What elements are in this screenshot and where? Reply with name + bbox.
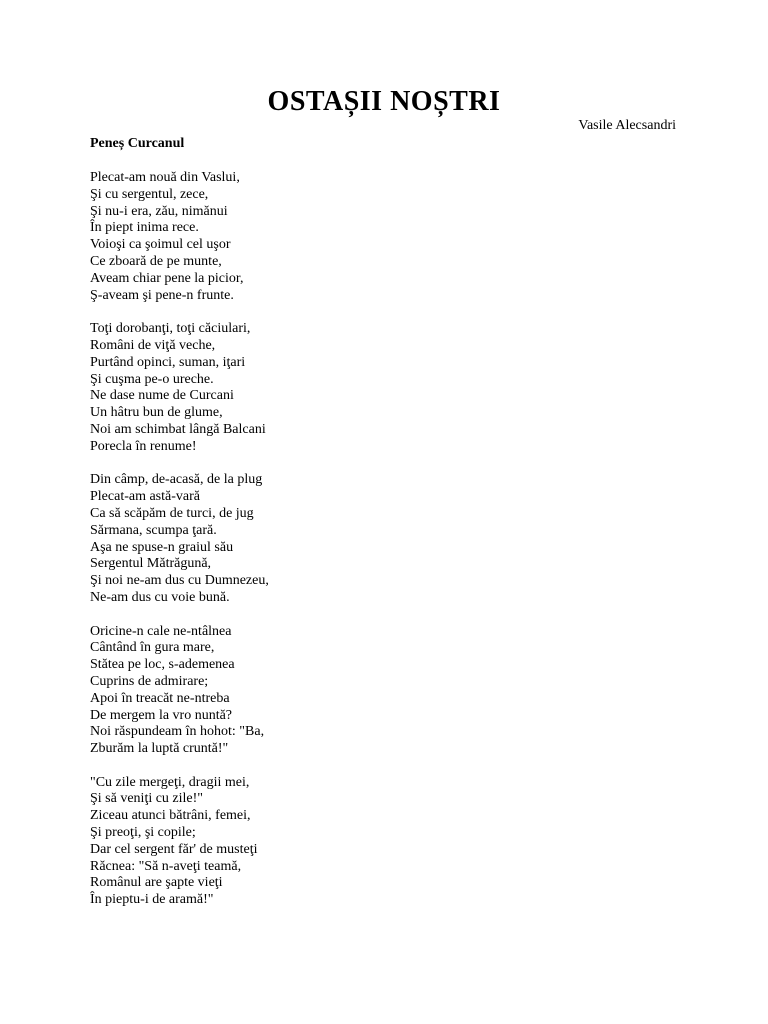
poem-line: Răcnea: "Să n-aveţi teamă,: [90, 858, 242, 874]
author-name: Vasile Alecsandri: [578, 118, 676, 133]
section-title: Peneș Curcanul: [90, 136, 185, 151]
poem-line: Zburăm la luptă cruntă!": [90, 741, 229, 757]
poem-line: Ne dase nume de Curcani: [90, 388, 234, 404]
poem-line: Cuprins de admirare;: [90, 673, 209, 689]
poem-line: Şi să veniţi cu zile!": [90, 791, 204, 807]
poem-line: Şi nu-i era, zău, nimănui: [90, 203, 228, 219]
page-title: OSTAȘII NOȘTRI: [267, 86, 501, 117]
poem-line: Porecla în renume!: [90, 438, 197, 454]
poem-line: Şi noi ne-am dus cu Dumnezeu,: [90, 573, 269, 589]
stanza-4: [90, 624, 590, 758]
stanza-3: [90, 472, 590, 606]
poem-line: Românul are şapte vieţi: [90, 875, 223, 891]
poem-line: Sărmana, scumpa ţară.: [90, 522, 217, 538]
poem-line: Oricine-n cale ne-ntâlnea: [90, 623, 232, 639]
poem-line: În pieptu-i de aramă!": [90, 892, 214, 908]
poem-line: Cântând în gura mare,: [90, 640, 215, 656]
poem-line: Ş-aveam şi pene-n frunte.: [90, 287, 234, 303]
poem-line: Sergentul Mătrăgună,: [90, 556, 212, 572]
poem-line: Plecat-am nouă din Vaslui,: [90, 170, 240, 185]
poem-line: Şi cuşma pe-o ureche.: [90, 371, 214, 387]
poem-line: Aveam chiar pene la picior,: [90, 270, 244, 286]
poem-line: Apoi în treacăt ne-ntreba: [90, 690, 230, 706]
poem-line: Noi am schimbat lângă Balcani: [90, 421, 266, 437]
poem-body: [90, 170, 590, 926]
poem-line: De mergem la vro nuntă?: [90, 707, 233, 723]
stanza-1: [90, 170, 590, 304]
poem-line: Toţi dorobanţi, toţi căciulari,: [90, 321, 251, 337]
poem-line: Purtând opinci, suman, iţari: [90, 354, 246, 370]
poem-line: Din câmp, de-acasă, de la plug: [90, 472, 263, 488]
poem-line: Voioşi ca şoimul cel uşor: [90, 237, 231, 253]
poem-line: Ce zboară de pe munte,: [90, 253, 222, 269]
poem-line: Ca să scăpăm de turci, de jug: [90, 505, 254, 521]
poem-line: Şi preoţi, şi copile;: [90, 825, 196, 841]
poem-line: În piept inima rece.: [90, 220, 199, 236]
stanza-2: [90, 321, 590, 455]
poem-line: Un hâtru bun de glume,: [90, 405, 223, 421]
poem-line: Stătea pe loc, s-ademenea: [90, 657, 235, 673]
poem-line: Şi cu sergentul, zece,: [90, 186, 209, 202]
poem-line: Noi răspundeam în hohot: "Ba,: [90, 724, 265, 740]
poem-line: Români de viţă veche,: [90, 337, 216, 353]
poem-line: Dar cel sergent făr' de musteţi: [90, 841, 258, 857]
poem-line: Aşa ne spuse-n graiul său: [90, 539, 234, 555]
stanza-5: [90, 775, 590, 909]
poem-line: "Cu zile mergeţi, dragii mei,: [90, 774, 250, 790]
poem-line: Plecat-am astă-vară: [90, 489, 200, 505]
poem-line: Ziceau atunci bătrâni, femei,: [90, 808, 251, 824]
poem-line: Ne-am dus cu voie bună.: [90, 589, 230, 605]
